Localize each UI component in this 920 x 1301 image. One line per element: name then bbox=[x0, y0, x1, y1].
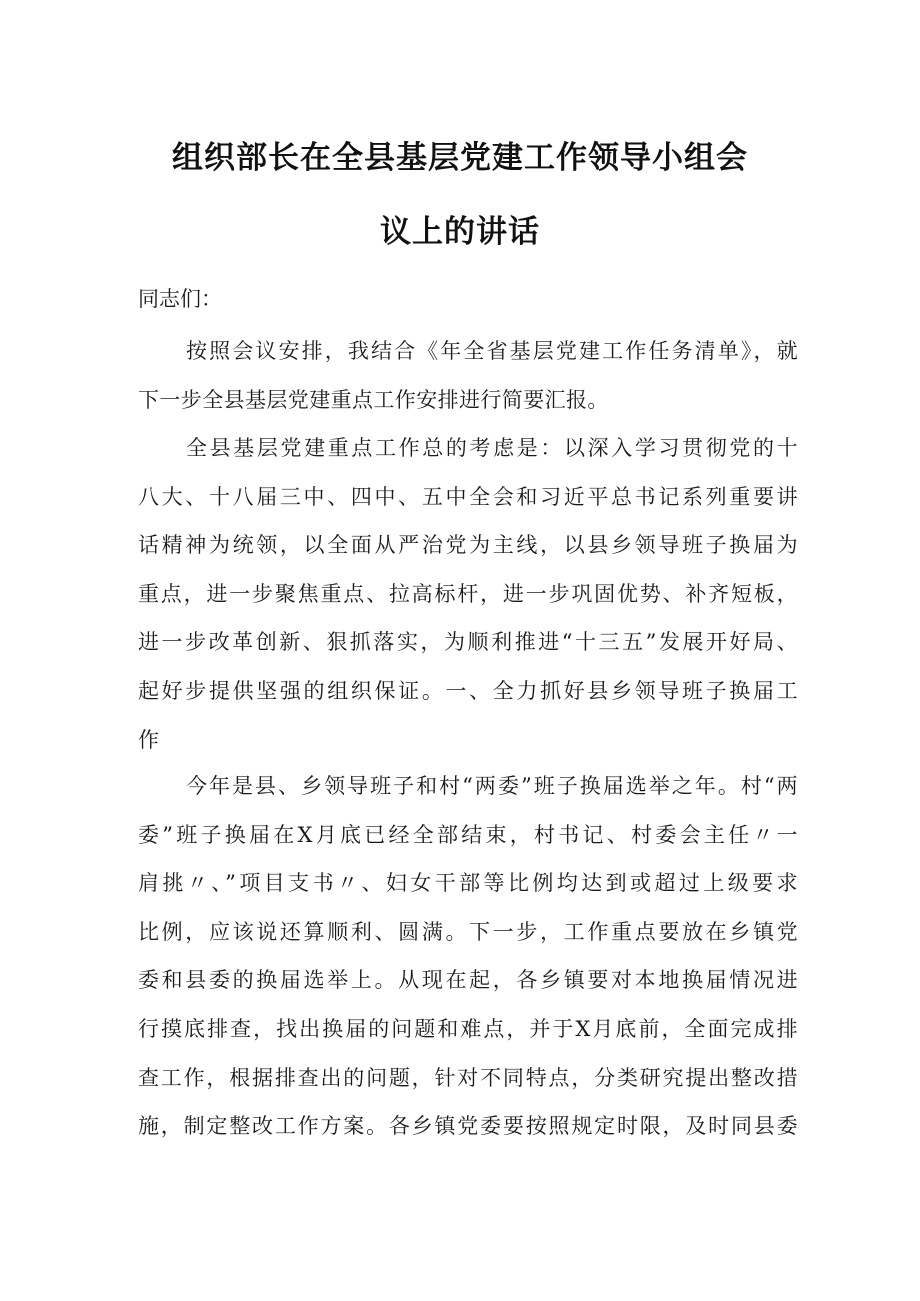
paragraph-3-line: 比例，应该说还算顺利、圆满。下一步，工作重点要放在乡镇党 bbox=[138, 919, 798, 944]
document-title-line-1: 组织部长在全县基层党建工作领导小组会 bbox=[172, 140, 748, 176]
paragraph-2 bbox=[138, 424, 798, 764]
salutation: 同志们： bbox=[138, 287, 222, 311]
paragraph-2-line: 作 bbox=[138, 727, 160, 752]
paragraph-1 bbox=[138, 327, 798, 424]
document-title-line-2: 议上的讲话 bbox=[380, 214, 540, 250]
paragraph-2-line: 全县基层党建重点工作总的考虑是：以深入学习贯彻党的十 bbox=[186, 436, 798, 460]
paragraph-3-line: 肩挑〃、”项目支书〃、妇女干部等比例均达到或超过上级要求 bbox=[138, 871, 798, 896]
paragraph-1-line: 按照会议安排，我结合《年全省基层党建工作任务清单》，就 bbox=[186, 339, 798, 363]
paragraph-3 bbox=[138, 762, 798, 1151]
paragraph-2-line: 话精神为统领，以全面从严治党为主线，以县乡领导班子换届为 bbox=[138, 533, 798, 558]
paragraph-3-line: 委和县委的换届选举上。从现在起，各乡镇要对本地换届情况进 bbox=[138, 968, 798, 993]
paragraph-3-line: 施，制定整改工作方案。各乡镇党委要按照规定时限，及时同县委 bbox=[138, 1114, 798, 1139]
paragraph-2-line: 进一步改革创新、狠抓落实，为顺利推进“十三五”发展开好局、 bbox=[138, 630, 798, 655]
paragraph-3-line: 查工作，根据排查出的问题，针对不同特点，分类研究提出整改措 bbox=[138, 1065, 798, 1090]
paragraph-3-line: 委”班子换届在X月底已经全部结束，村书记、村委会主任〃一 bbox=[138, 822, 798, 847]
paragraph-3-line: 行摸底排查，找出换届的问题和难点，并于X月底前，全面完成排 bbox=[138, 1016, 798, 1041]
paragraph-2-line: 起好步提供坚强的组织保证。一、全力抓好县乡领导班子换届工 bbox=[138, 678, 798, 703]
paragraph-2-line: 八大、十八届三中、四中、五中全会和习近平总书记系列重要讲 bbox=[138, 484, 798, 509]
paragraph-1-line: 下一步全县基层党建重点工作安排进行简要汇报。 bbox=[138, 387, 609, 412]
paragraph-3-line: 今年是县、乡领导班子和村“两委”班子换届选举之年。村“两 bbox=[186, 774, 798, 798]
paragraph-2-line: 重点，进一步聚焦重点、拉高标杆，进一步巩固优势、补齐短板， bbox=[138, 581, 798, 606]
